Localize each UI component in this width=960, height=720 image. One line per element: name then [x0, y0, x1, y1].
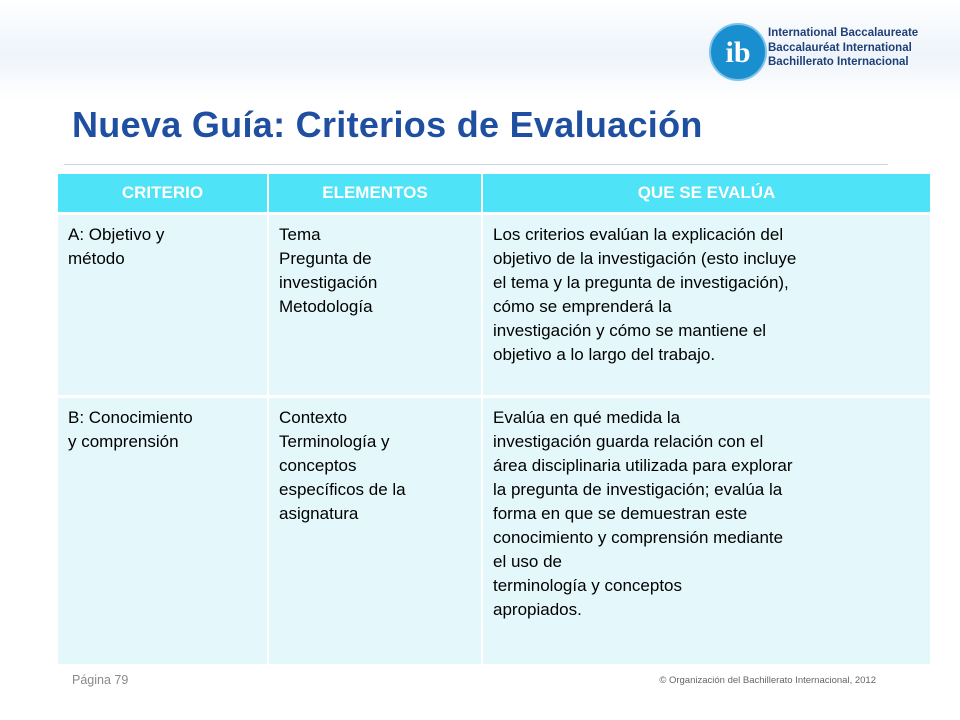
evalua-text: Los criterios evalúan la explicación del objetivo de la investigación (esto incluye el tema y la pregunta de investigación), cómo se emprenderá la investigación y cómo se mantiene el objetivo a lo largo del trabajo. — [493, 225, 797, 364]
svg-text:ib: ib — [725, 36, 751, 69]
title-divider — [64, 164, 888, 165]
elementos-text: Contexto Terminología y conceptos específicos de la asignatura — [279, 408, 406, 523]
criteria-table — [58, 174, 930, 664]
org-line-en: International Baccalaureate — [768, 27, 919, 39]
column-header-evalua: QUE SE EVALÚA — [482, 174, 930, 214]
elementos-cell — [268, 214, 482, 397]
evalua-cell — [482, 397, 930, 665]
ib-logo — [708, 22, 768, 82]
org-line-fr: Baccalauréat International — [768, 41, 912, 54]
organization-name — [768, 26, 918, 70]
table-header-row — [58, 174, 930, 214]
criterio-cell — [58, 214, 268, 397]
column-header-criterio: CRITERIO — [58, 174, 268, 214]
criterio-cell — [58, 397, 268, 665]
table-row — [58, 214, 930, 397]
slide-title: Nueva Guía: Criterios de Evaluación — [72, 104, 703, 145]
table-row — [58, 397, 930, 665]
elementos-cell — [268, 397, 482, 665]
criterio-text: A: Objetivo y método — [68, 225, 165, 268]
page-number: Página 79 — [72, 673, 129, 687]
org-line-es: Bachillerato Internacional — [768, 56, 909, 68]
criterio-text: B: Conocimiento y comprensión — [68, 408, 193, 451]
evalua-cell — [482, 214, 930, 397]
elementos-text: Tema Pregunta de investigación Metodología — [279, 225, 378, 316]
column-header-elementos: ELEMENTOS — [268, 174, 482, 214]
copyright-notice: © Organización del Bachillerato Internacional, 2012 — [659, 675, 876, 686]
evalua-text: Evalúa en qué medida la investigación guarda relación con el área disciplinaria utilizada para explorar la pregunta de investigación; evalúa la forma en que se demuestran este conocimiento y comprensión mediante el uso de terminología y conceptos apropiados. — [493, 408, 793, 619]
